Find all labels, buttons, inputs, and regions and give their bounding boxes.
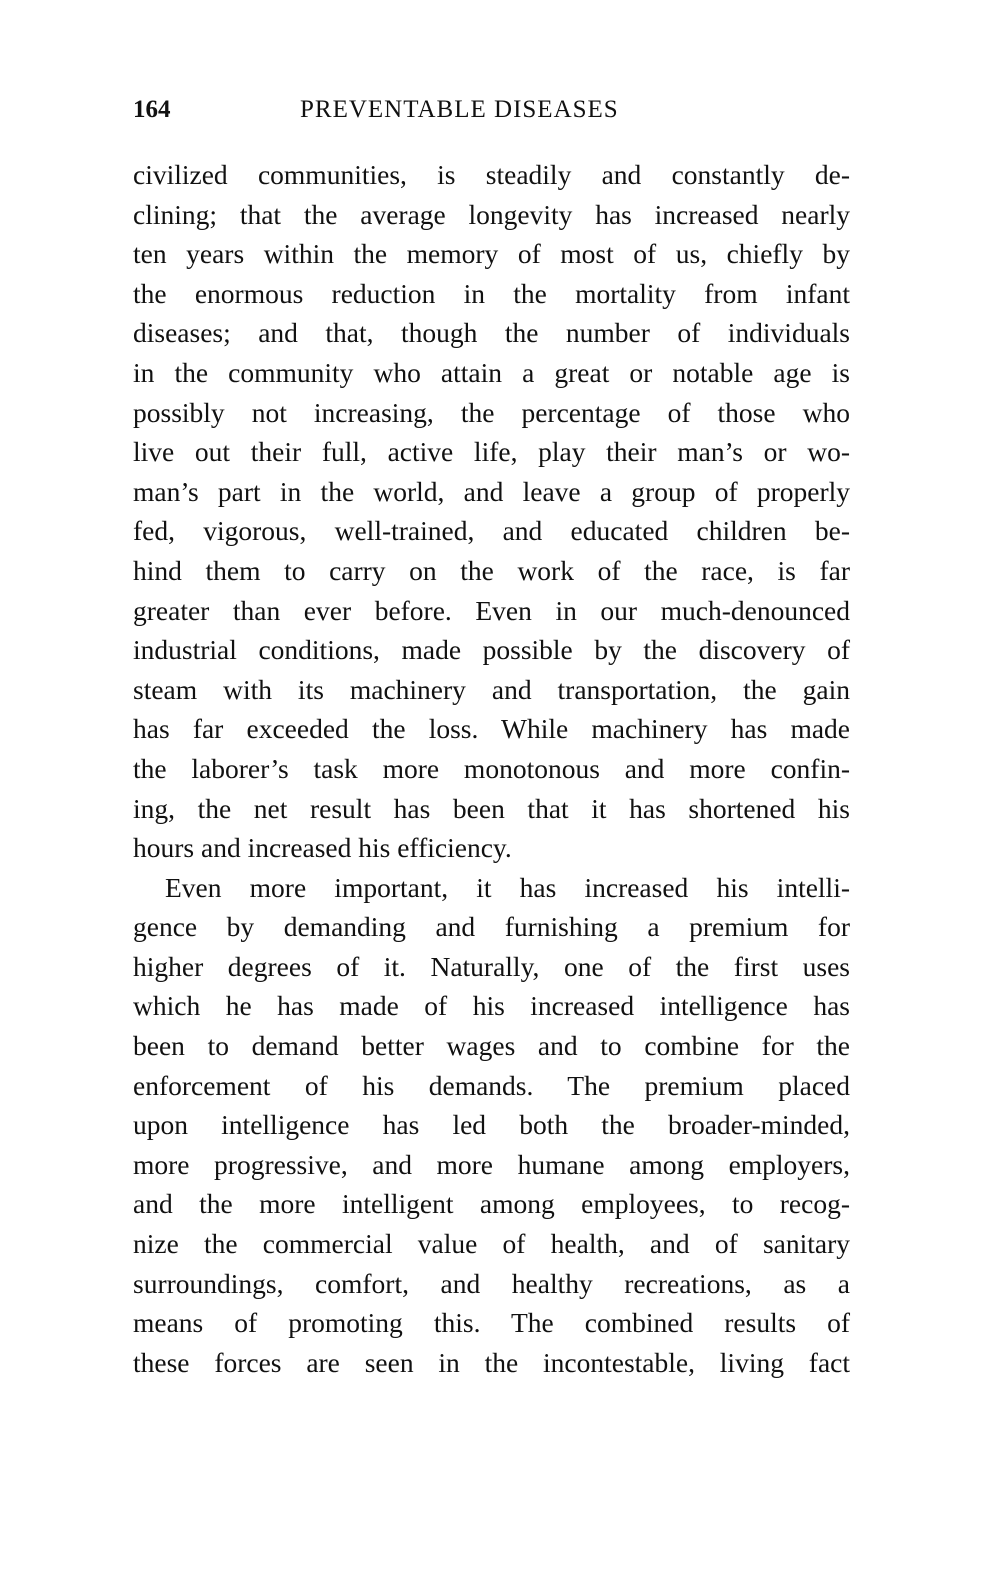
- text-line: hours and increased his efficiency.: [133, 832, 512, 864]
- text-line: nize the commercial value of health, and of sanitary: [133, 1228, 850, 1260]
- text-line: industrial conditions, made possible by the discovery of: [133, 634, 850, 666]
- text-line: gence by demanding and furnishing a premium for: [133, 911, 850, 943]
- text-line: ing, the net result has been that it has shortened his: [133, 792, 850, 824]
- text-line: been to demand better wages and to combine for the: [133, 1030, 850, 1062]
- running-head: PREVENTABLE DISEASES: [300, 96, 619, 123]
- text-line: clining; that the average longevity has increased nearly: [133, 198, 850, 230]
- text-line: surroundings, comfort, and healthy recreations, as a: [133, 1267, 850, 1299]
- text-line: hind them to carry on the work of the race, is far: [133, 554, 850, 586]
- text-line: the laborer’s task more monotonous and more confin-: [133, 752, 850, 784]
- text-line: upon intelligence has led both the broader-minded,: [133, 1109, 850, 1141]
- text-line: has far exceeded the loss. While machinery has made: [133, 713, 850, 745]
- text-line: possibly not increasing, the percentage of those who: [133, 396, 850, 428]
- text-line: which he has made of his increased intelligence has: [133, 990, 850, 1022]
- page-number: 164: [133, 96, 171, 123]
- text-line: greater than ever before. Even in our much-denounced: [133, 594, 850, 626]
- page-header: [133, 96, 850, 136]
- text-line: live out their full, active life, play their man’s or wo-: [133, 436, 850, 468]
- text-line: diseases; and that, though the number of individuals: [133, 317, 850, 349]
- text-line: enforcement of his demands. The premium placed: [133, 1069, 850, 1101]
- text-line: ten years within the memory of most of us, chiefly by: [133, 238, 850, 270]
- text-line: these forces are seen in the incontestable, living fact: [133, 1346, 850, 1378]
- text-line: more progressive, and more humane among employers,: [133, 1148, 850, 1180]
- text-line: steam with its machinery and transportation, the gain: [133, 673, 850, 705]
- text-line: the enormous reduction in the mortality from infant: [133, 277, 850, 309]
- text-line: in the community who attain a great or notable age is: [133, 356, 850, 388]
- text-line: fed, vigorous, well-trained, and educated children be-: [133, 515, 850, 547]
- text-line: higher degrees of it. Naturally, one of the first uses: [133, 950, 850, 982]
- text-line: civilized communities, is steadily and constantly de-: [133, 159, 850, 190]
- text-line: means of promoting this. The combined results of: [133, 1307, 850, 1339]
- text-line: Even more important, it has increased his intelli-: [165, 871, 850, 903]
- text-line: man’s part in the world, and leave a group of properly: [133, 475, 850, 507]
- text-line: and the more intelligent among employees, to recog-: [133, 1188, 850, 1220]
- body-text: [133, 155, 850, 1382]
